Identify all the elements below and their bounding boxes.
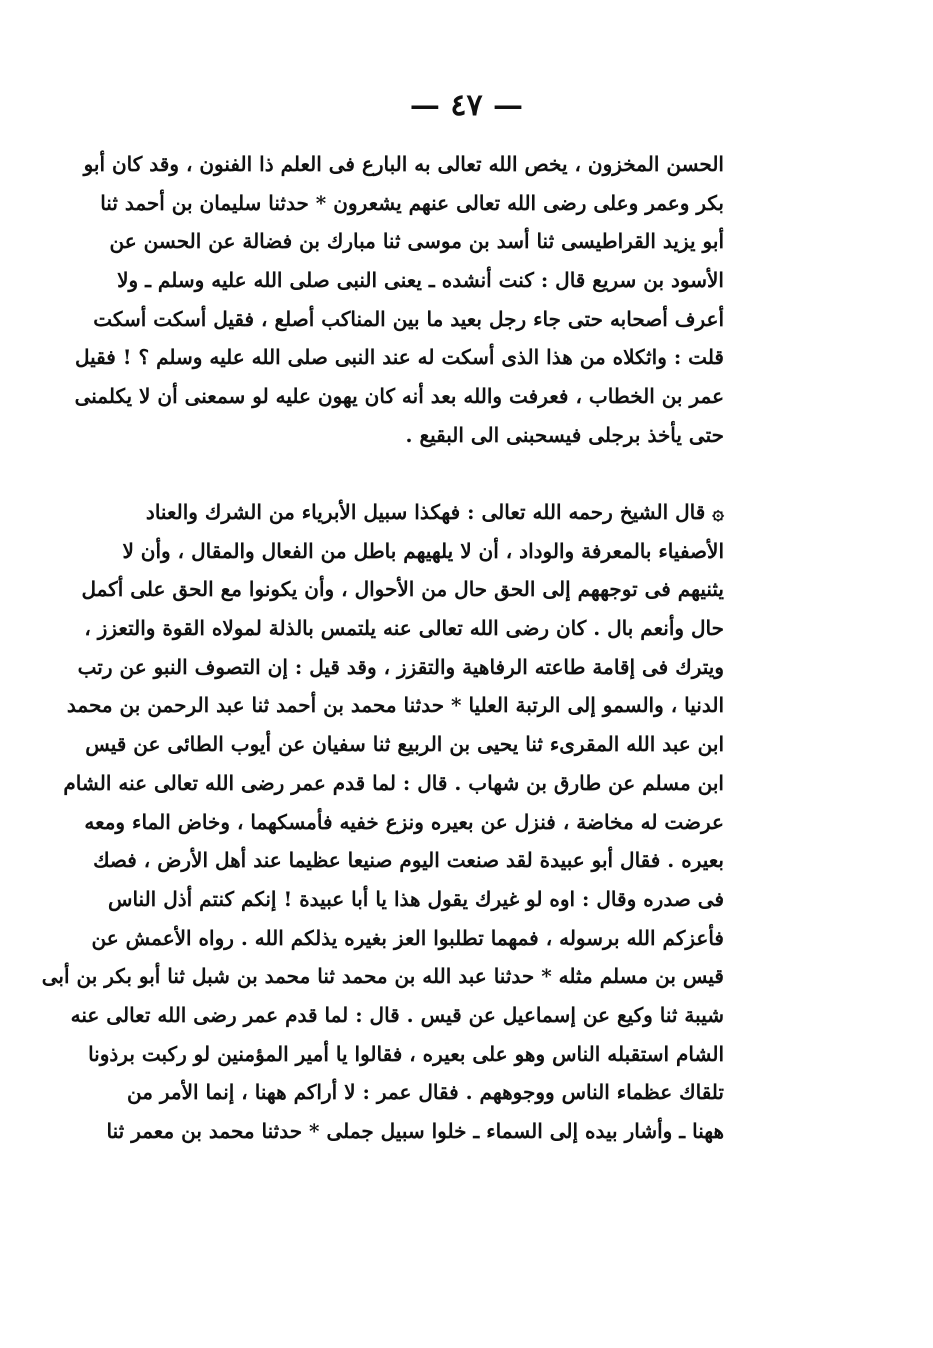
text-line: الشام استقبله الناس وهو على بعيره ، فقالوا يا أمير المؤمنين لو ركبت برذونا — [88, 1041, 724, 1066]
text-line: حتى يأخذ برجلى فيسحبنى الى البقيع . — [405, 422, 724, 447]
text-line: ابن مسلم عن طارق بن شهاب . قال : لما قدم عمر رضى الله تعالى عنه الشام — [63, 770, 724, 795]
text-line: الحسن المخزون ، يخص الله تعالى به البارع فى العلم ذا الفنون ، وقد كان أبو — [83, 152, 724, 176]
text-line: قلت : واثكلاه من هذا الذى أسكت له عند النبى صلى الله عليه وسلم ؟ ! فقيل — [74, 345, 724, 370]
text-line: يثنيهم فى توجههم إلى الحق حال من الأحوال ، وأن يكونوا مع الحق على أكمل — [81, 577, 724, 602]
text-line: فأعزكم الله برسوله ، فمهما تطلبوا العز بغيره يذلكم الله . رواه الأعمش عن — [91, 925, 724, 950]
text-line: الدنيا ، والسمو إلى الرتبة العليا * حدثنا محمد بن أحمد ثنا عبد الرحمن بن محمد — [66, 693, 724, 718]
text-line: بعيره . فقال أبو عبيدة لقد صنعت اليوم صنيعا عظيما عند أهل الأرض ، فصك — [93, 848, 724, 873]
text-line: أعرف أصحابه حتى جاء رجل بعيد ما بين المناكب أصلع ، فقيل أسكت أسكت — [93, 306, 724, 331]
text-line: تلقاك عظماء الناس ووجوههم . فقال عمر : لا أراكم ههنا ، إنما الأمر من — [126, 1080, 724, 1105]
text-line: عمر بن الخطاب ، فعرفت والله بعد أنه كان يهون عليه لو سمعنى أن لا يكلمنى — [74, 384, 724, 409]
text-line: الأصفياء بالمعرفة والوداد ، أن لا يلهيهم باطل من الفعال والمقال ، وأن لا — [122, 538, 724, 563]
text-line: ابن عبد الله المقرىء ثنا يحيى بن الربيع ثنا سفيان عن أيوب الطائى عن قيس — [85, 732, 724, 757]
text-line: ۞ قال الشيخ رحمه الله تعالى : فهكذا سبيل الأبرياء من الشرك والعناد — [145, 500, 724, 524]
text-line: أبو يزيد القراطيسى ثنا أسد بن موسى ثنا مبارك بن فضالة عن الحسن عن — [109, 229, 724, 254]
text-line: ويترك فى إقامة طاعته الرفاهية والتقزز ، وقد قيل : إن التصوف النبو عن رتب — [77, 654, 724, 679]
text-line: شيبة ثنا وكيع عن إسماعيل عن قيس . قال : لما قدم عمر رضى الله تعالى عنه — [70, 1002, 724, 1027]
text-line: بكر وعمر وعلى رضى الله تعالى عنهم يشعرون * حدثنا سليمان بن أحمد ثنا — [100, 190, 724, 215]
text-line: قيس بن مسلم مثله * حدثنا عبد الله بن محمد ثنا محمد بن شبل ثنا أبو بكر بن أبى — [41, 964, 724, 989]
text-line: الأسود بن سريع قال : كنت أنشده ـ يعنى النبى صلى الله عليه وسلم ـ ولا — [117, 268, 724, 293]
page-number: — ٤٧ — — [409, 88, 524, 123]
text-line: حال وأنعم بال . كان رضى الله تعالى عنه يلتمس بالذلة لمولاه القوة والتعزز ، — [84, 616, 724, 641]
text-line: ههنا ـ وأشار بيده إلى السماء ـ خلوا سبيل جملى * حدثنا محمد بن معمر ثنا — [106, 1119, 724, 1143]
paragraph-1 — [74, 145, 724, 455]
paragraph-2 — [41, 493, 724, 1151]
text-line: فى صدره وقال : اوه لو غيرك يقول هذا يا أبا عبيدة ! إنكم كنتم أذل الناس — [108, 886, 724, 911]
text-line: عرضت له مخاضة ، فنزل عن بعيره ونزع خفيه فأمسكهما ، وخاض الماء ومعه — [84, 809, 724, 834]
